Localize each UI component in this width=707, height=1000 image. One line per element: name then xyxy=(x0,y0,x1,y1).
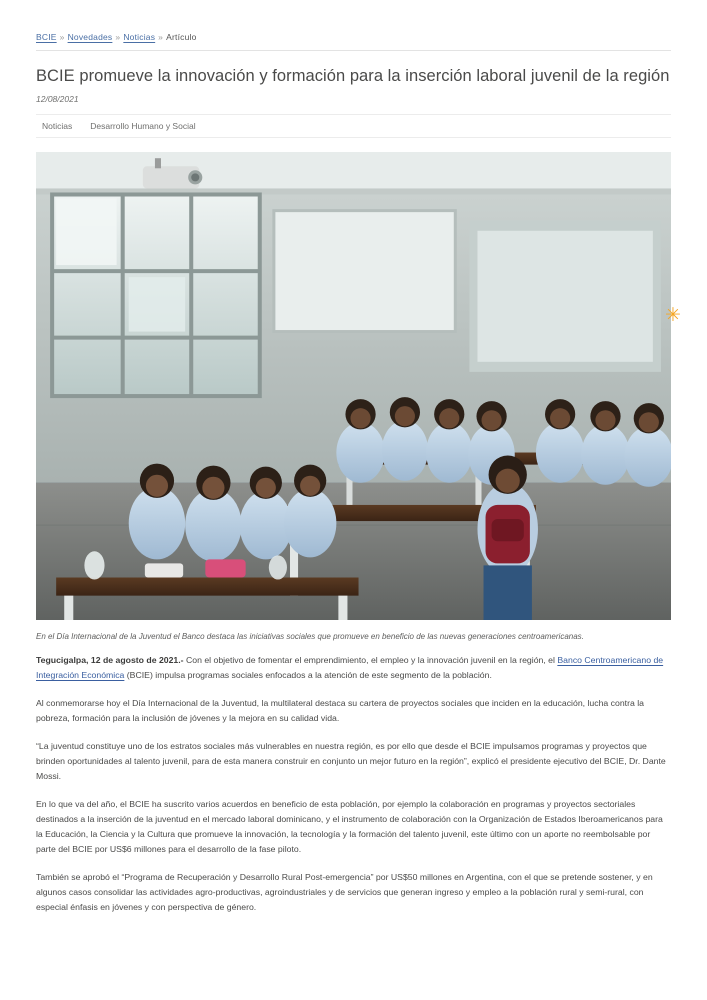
dateline: Tegucigalpa, 12 de agosto de 2021.- xyxy=(36,655,184,666)
breadcrumb-separator: » xyxy=(115,32,121,42)
paragraph-4: En lo que va del año, el BCIE ha suscrito varios acuerdos en beneficio de esta población, por ejemplo la colaboración en programas y proyectos sectoriales destinados a la inserción de la juventud en el mercado laboral dominicano, y el instrumento de colaboración con la Organización de Estados Iberoamericanos para la Educación, la Ciencia y la Cultura que promueve la innovación, la tecnología y la formación del talento juvenil, este último con un aporte no reembolsable por parte del BCIE por US$6 millones para el desarrollo de la fase piloto. xyxy=(36,799,663,854)
lead-text-after-link: (BCIE) impulsa programas sociales enfocados a la atención de este segmento de la población. xyxy=(124,670,492,681)
paragraph-5: También se aprobó el “Programa de Recuperación y Desarrollo Rural Post-emergencia” por US$50 millones en Argentina, con el que se pretende sostener, y en algunos casos consolidar las actividades agro-productivas, agroindustriales y de servicios que generan ingreso y empleo a la población rural y semi-rural, con especial énfasis en jóvenes y con perspectiva de género. xyxy=(36,871,653,912)
breadcrumb-item-novedades[interactable]: Novedades xyxy=(67,32,113,42)
tag-row xyxy=(36,114,671,138)
breadcrumb-item-bcie[interactable]: BCIE xyxy=(36,32,57,42)
breadcrumb xyxy=(0,0,707,50)
breadcrumb-separator: » xyxy=(59,32,65,42)
tag-desarrollo-humano-y-social[interactable]: Desarrollo Humano y Social xyxy=(90,121,196,132)
paragraph-2: Al conmemorarse hoy el Día Internacional de la Juventud, la multilateral destaca su cartera de proyectos sociales que inciden en la educación, lucha contra la pobreza, formación para la inclusión de jóvenes y la mejora en su calidad vida. xyxy=(36,698,644,724)
hero-image-wrapper xyxy=(0,152,707,643)
page-title: BCIE promueve la innovación y formación para la inserción laboral juvenil de la región xyxy=(36,67,670,85)
breadcrumb-item-articulo: Artículo xyxy=(166,32,197,42)
article-header xyxy=(0,51,707,138)
breadcrumb-separator: » xyxy=(158,32,164,42)
publication-date: 12/08/2021 xyxy=(36,94,79,105)
tag-noticias[interactable]: Noticias xyxy=(42,121,73,132)
lead-text-before-link: Con el objetivo de fomentar el emprendimiento, el empleo y la innovación juvenil en la región, el xyxy=(183,655,558,666)
breadcrumb-item-noticias[interactable]: Noticias xyxy=(123,32,156,42)
article-hero-image xyxy=(36,152,671,620)
image-caption: En el Día Internacional de la Juventud el Banco destaca las iniciativas sociales que promueve en beneficio de las nuevas generaciones centroamericanas. xyxy=(36,632,584,642)
article-body xyxy=(0,643,707,968)
paragraph-3: “La juventud constituye uno de los estratos sociales más vulnerables en nuestra región, es por ello que desde el BCIE impulsamos programas y proyectos que brinden oportunidades al talento juvenil, para de esta manera construir en conjunto un mejor futuro en la región”, explicó el presidente ejecutivo del BCIE, Dr. Dante Mossi. xyxy=(36,741,666,782)
paragraph-lead xyxy=(36,653,671,683)
bcie-link[interactable]: Banco Centroamericano de Integración Económica xyxy=(36,655,664,681)
asterisk-icon: ✳ xyxy=(665,305,681,326)
